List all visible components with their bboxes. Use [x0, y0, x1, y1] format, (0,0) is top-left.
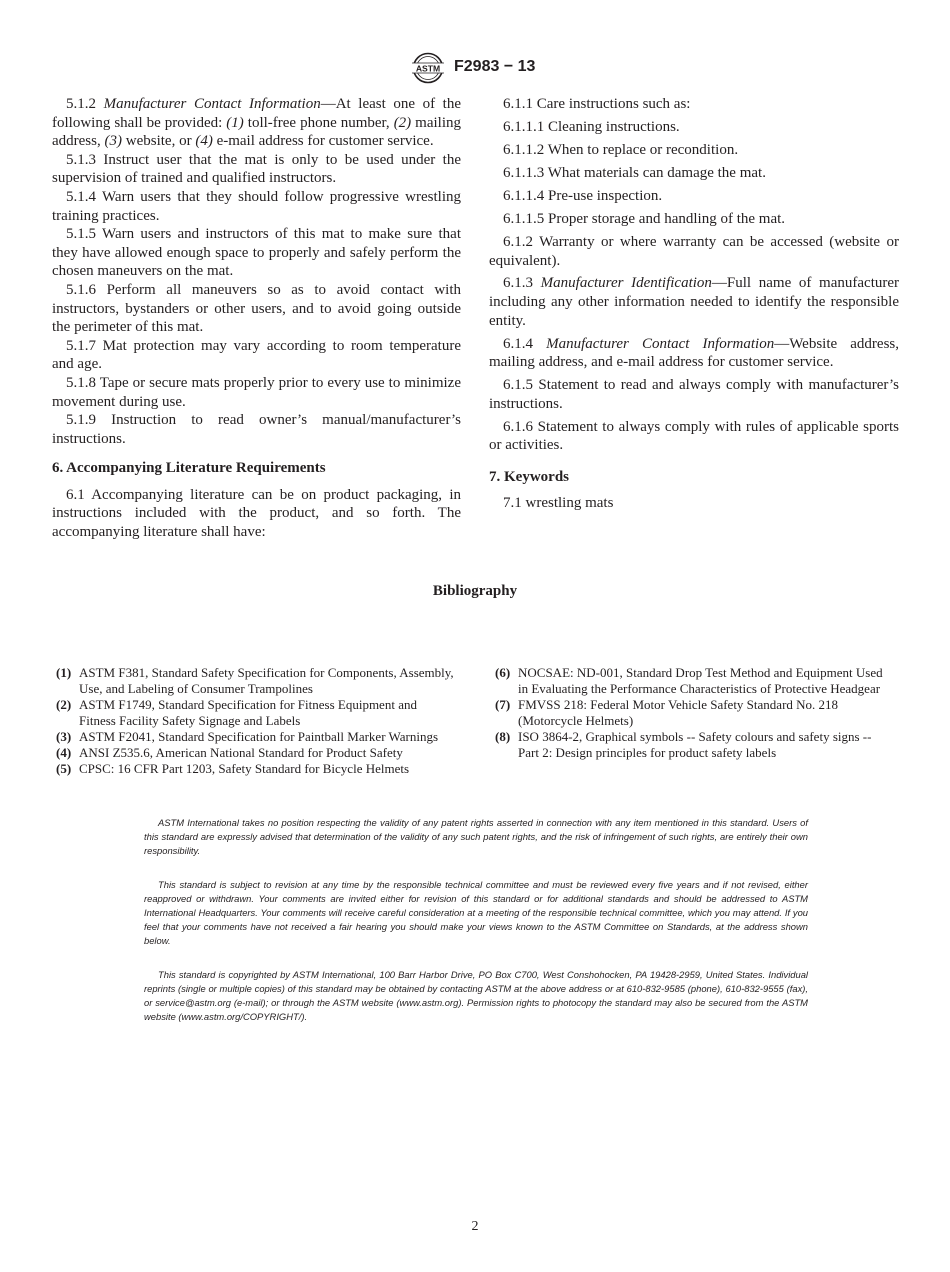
paragraph-6-1-1: 6.1.1 Care instructions such as:	[503, 96, 691, 112]
paragraph-5-1-7: 5.1.7 Mat protection may vary according to room temperature and age.	[52, 337, 461, 373]
paragraph-6-1-3: 6.1.3 Manufacturer Identification—Full name of manufacturer including any other information needed to identify the responsible entity.	[489, 275, 900, 329]
revision-notice: This standard is subject to revision at any time by the responsible technical committee and must be reviewed every five years and if not revised, either reapproved or withdrawn. Your comments are invited either for revision of this standard or for additional standards and should be addressed to ASTM International Headquarters. Your comments will receive careful consideration at a meeting of the responsible technical committee, which you may attend. If you feel that your comments have not received a fair hearing you should make your views known to the ASTM Committee on Standards, at the address shown below.	[144, 879, 808, 946]
paragraph-5-1-3: 5.1.3 Instruct user that the mat is only to be used under the supervision of trained and qualified instructors.	[52, 151, 461, 187]
astm-logo-icon	[410, 52, 446, 84]
left-column	[52, 95, 461, 542]
copyright-notice: This standard is copyrighted by ASTM International, 100 Barr Harbor Drive, PO Box C700, West Conshohocken, PA 19428-2959, United States. Individual reprints (single or multiple copies) of this standard may be obtained by contacting ASTM at the above address or at 610-832-9585 (phone), 610-832-9555 (fax), or service@astm.org (e-mail); or through the ASTM website (www.astm.org). Permission rights to photocopy the standard may also be secured from the ASTM website (www.astm.org/COPYRIGHT/).	[144, 969, 808, 1022]
paragraph-6-1-1-1: 6.1.1.1 Cleaning instructions.	[503, 118, 680, 135]
logo-text: ASTM	[415, 63, 441, 74]
paragraph-6-1-1-4: 6.1.1.4 Pre-use inspection.	[503, 187, 663, 204]
bibliography-right-list	[495, 665, 895, 761]
paragraph-5-1-5: 5.1.5 Warn users and instructors of this mat to make sure that they have allowed enough space to properly and safely perform the chosen maneuvers on the mat.	[52, 226, 461, 280]
paragraph-6-1: 6.1 Accompanying literature can be on product packaging, in instructions included with the product, and so forth. The accompanying literature shall have:	[52, 486, 461, 541]
reference-item: (1) ASTM F381, Standard Safety Specification for Components, Assembly, Use, and Labeling of Consumer Trampolines	[56, 665, 454, 696]
bibliography-title: Bibliography	[432, 583, 518, 599]
paragraph-number: 5.1.2	[66, 96, 96, 112]
section-6-heading: 6. Accompanying Literature Requirements	[52, 460, 326, 477]
term: Manufacturer Identification	[540, 275, 712, 292]
paragraph-6-1-1-2: 6.1.1.2 When to replace or recondition.	[503, 141, 739, 158]
term: Manufacturer Contact Information	[546, 335, 775, 352]
paragraph-5-1-8: 5.1.8 Tape or secure mats properly prior to every use to minimize movement during use.	[52, 374, 461, 410]
standard-designation: F2983 − 13	[454, 58, 536, 75]
right-column	[489, 95, 899, 517]
reference-item: (2) ASTM F1749, Standard Specification for Fitness Equipment and Fitness Facility Safety Signage and Labels	[56, 697, 417, 728]
paragraph-5-1-4: 5.1.4 Warn users that they should follow progressive wrestling training practices.	[52, 188, 461, 224]
reference-item: (6) NOCSAE: ND-001, Standard Drop Test Method and Equipment Used in Evaluating the Performance Characteristics of Protective Headgear	[495, 665, 883, 696]
paragraph-6-1-1-3: 6.1.1.3 What materials can damage the mat.	[503, 164, 766, 181]
patent-notice: ASTM International takes no position respecting the validity of any patent rights asserted in connection with any item mentioned in this standard. Users of this standard are expressly advised that determination of the validity of any such patent rights, and the risk of infringement of such rights, are entirely their own responsibility.	[144, 817, 808, 856]
paragraph-6-1-6: 6.1.6 Statement to always comply with rules of applicable sports or activities.	[489, 418, 899, 454]
paragraph-6-1-4: 6.1.4 Manufacturer Contact Information—Website address, mailing address, and e-mail address for customer service.	[489, 335, 899, 371]
reference-item: (8) ISO 3864-2, Graphical symbols -- Safety colours and safety signs -- Part 2: Design principles for product safety labels	[495, 729, 872, 760]
term: Manufacturer Contact Information	[103, 96, 321, 112]
reference-item: (5) CPSC: 16 CFR Part 1203, Safety Standard for Bicycle Helmets	[56, 761, 410, 776]
paragraph-7-1: 7.1 wrestling mats	[503, 494, 614, 511]
section-7-heading: 7. Keywords	[489, 469, 569, 485]
paragraph-6-1-1-5: 6.1.1.5 Proper storage and handling of the mat.	[503, 210, 786, 227]
paragraph-5-1-2: 5.1.2 Manufacturer Contact Information—At least one of the following shall be provided: (1) toll-free phone number, (2) mailing address, (3) website, or (4) e-mail address for customer service.	[52, 96, 462, 150]
page-number: 2	[471, 1219, 479, 1234]
bibliography-left-list	[56, 665, 456, 777]
paragraph-5-1-9: 5.1.9 Instruction to read owner’s manual/manufacturer’s instructions.	[52, 412, 461, 447]
paragraph-5-1-6: 5.1.6 Perform all maneuvers so as to avoid contact with instructors, bystanders or other users, and to avoid going outside the perimeter of this mat.	[52, 281, 461, 336]
reference-item: (4) ANSI Z535.6, American National Standard for Product Safety	[56, 745, 403, 760]
paragraph-6-1-5: 6.1.5 Statement to read and always comply with manufacturer’s instructions.	[489, 377, 899, 412]
reference-item: (3) ASTM F2041, Standard Specification for Paintball Marker Warnings	[56, 729, 439, 744]
paragraph-6-1-2: 6.1.2 Warranty or where warranty can be accessed (website or equivalent).	[489, 233, 899, 269]
reference-item: (7) FMVSS 218: Federal Motor Vehicle Safety Standard No. 218 (Motorcycle Helmets)	[495, 697, 839, 728]
legal-notices	[144, 816, 808, 1044]
page-header	[0, 52, 950, 88]
